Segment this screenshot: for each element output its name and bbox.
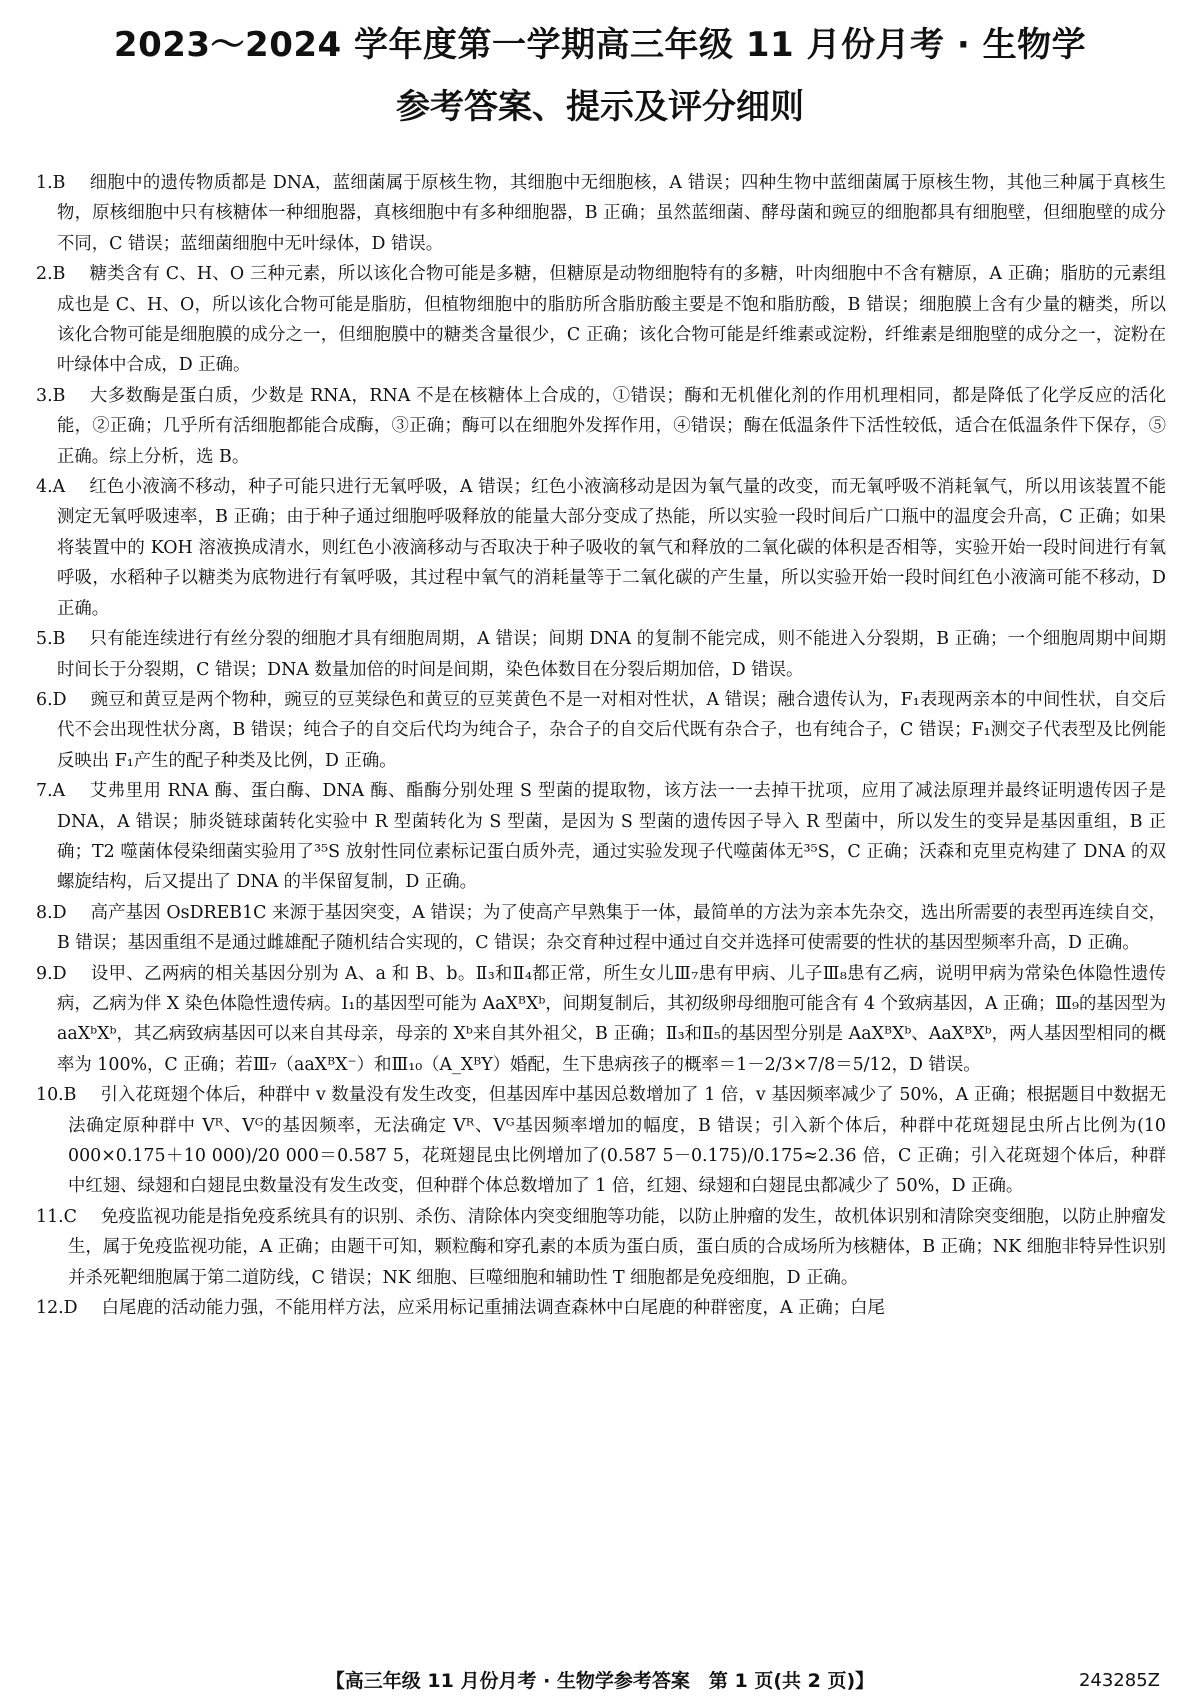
answer-item-11: [36, 1202, 1166, 1293]
question-number: 1.: [36, 173, 53, 193]
question-number: 4.: [36, 477, 53, 498]
question-number: 11.: [36, 1206, 64, 1227]
answer-item-12: [36, 1293, 1166, 1323]
answer-item-8: [36, 898, 1166, 959]
document-subtitle: 参考答案、提示及评分细则: [396, 87, 804, 127]
answer-letter: B: [52, 385, 66, 406]
question-number: 8.: [36, 902, 53, 923]
explanation-text: 只有能连续进行有丝分裂的细胞才具有细胞周期，A 错误；间期 DNA 的复制不能完成，则不能进入分裂期，B 正确；一个细胞周期中间期时间长于分裂期，C 错误；DNA 数量加倍的时间是间期，染色体数目在分裂后期加倍，D 错误。: [57, 629, 1166, 680]
explanation-text: 豌豆和黄豆是两个物种，豌豆的豆荚绿色和黄豆的豆荚黄色不是一对相对性状，A 错误；融合遗传认为，F₁表现两亲本的中间性状，自交后代不会出现性状分离，B 错误；纯合子的自交后代均为纯合子，杂合子的自交后代既有杂合子，也有纯合子，C 错误；F₁测交子代表型及比例能反映出 F₁产生的配子种类及比例，D 正确。: [57, 689, 1166, 771]
question-number: 10.: [36, 1085, 64, 1106]
footer-page-info: 【高三年级 11 月份月考 · 生物学参考答案 第 1 页(共 2 页)】: [325, 1670, 875, 1692]
answer-letter: D: [52, 963, 67, 984]
explanation-text: 高产基因 OsDREB1C 来源于基因突变，A 错误；为了使高产早熟集于一体，最简单的方法为亲本先杂交，选出所需要的表型再连续自交，B 错误；基因重组不是通过雌雄配子随机结合实现的，C 错误；杂交育种过程中通过自交并选择可使需要的性状的基因型频率升高，D 正确。: [57, 902, 1166, 954]
footer-document-code: 243285Z: [1078, 1670, 1160, 1691]
answer-item-9: [36, 959, 1166, 1081]
answer-item-6: [36, 685, 1166, 776]
explanation-text: 大多数酶是蛋白质，少数是 RNA，RNA 不是在核糖体上合成的，①错误；酶和无机催化剂的作用机理相同，都是降低了化学反应的活化能，②正确；几乎所有活细胞都能合成酶，③正确；酶可以在细胞外发挥作用，④错误；酶在低温条件下活性较低，适合在低温条件下保存，⑤正确。综上分析，选 B。: [57, 385, 1166, 467]
question-number: 3.: [36, 385, 53, 406]
question-number: 6.: [36, 689, 53, 710]
explanation-text: 白尾鹿的活动能力强，不能用样方法，应采用标记重捕法调查森林中白尾鹿的种群密度，A 正确；白尾: [101, 1298, 885, 1319]
question-number: 9.: [36, 963, 53, 984]
answer-list: [36, 168, 1166, 1323]
explanation-text: 糖类含有 C、H、O 三种元素，所以该化合物可能是多糖，但糖原是动物细胞特有的多糖，叶肉细胞中不含有糖原，A 正确；脂肪的元素组成也是 C、H、O，所以该化合物可能是脂肪，但植物细胞中的脂肪所含脂肪酸主要是不饱和脂肪酸，B 错误；细胞膜上含有少量的糖类，所以该化合物可能是细胞膜的成分之一，但细胞膜中的糖类含量很少，C 正确；该化合物可能是纤维素或淀粉，纤维素是细胞壁的成分之一，淀粉在叶绿体中合成，D 正确。: [57, 264, 1166, 376]
question-number: 12.: [36, 1298, 64, 1319]
explanation-text: 红色小液滴不移动，种子可能只进行无氧呼吸，A 错误；红色小液滴移动是因为氧气量的改变，而无氧呼吸不消耗氧气，所以用该装置不能测定无氧呼吸速率，B 正确；由于种子通过细胞呼吸释放的能量大部分变成了热能，所以实验一段时间后广口瓶中的温度会升高，C 正确；如果将装置中的 KOH 溶液换成清水，则红色小液滴移动与否取决于种子吸收的氧气和释放的二氧化碳的体积是否相等，实验开始一段时间进行有氧呼吸，水稻种子以糖类为底物进行有氧呼吸，其过程中氧气的消耗量等于二氧化碳的产生量，所以实验开始一段时间红色小液滴可能不移动，D 正确。: [57, 477, 1166, 619]
answer-letter: D: [52, 902, 67, 923]
explanation-text: 艾弗里用 RNA 酶、蛋白酶、DNA 酶、酯酶分别处理 S 型菌的提取物，该方法一一去掉干扰项，应用了减法原理并最终证明遗传因子是 DNA，A 错误；肺炎链球菌转化实验中 R 型菌转化为 S 型菌，是因为 S 型菌的遗传因子导入 R 型菌中，所以发生的变异是基因重组，B 正确；T2 噬菌体侵染细菌实验用了³⁵S 放射性同位素标记蛋白质外壳，通过实验发现子代噬菌体无³⁵S，C 正确；沃森和克里克构建了 DNA 的双螺旋结构，后又提出了 DNA 的半保留复制，D 正确。: [57, 781, 1166, 893]
answer-item-4: [36, 472, 1166, 624]
question-number: 7.: [36, 781, 53, 802]
explanation-text: 免疫监视功能是指免疫系统具有的识别、杀伤、清除体内突变细胞等功能，以防止肿瘤的发生，故机体识别和清除突变细胞，以防止肿瘤发生，属于免疫监视功能，A 正确；由题干可知，颗粒酶和穿孔素的本质为蛋白质，蛋白质的合成场所为核糖体，B 正确；NK 细胞非特异性识别并杀死靶细胞属于第二道防线，C 错误；NK 细胞、巨噬细胞和辅助性 T 细胞都是免疫细胞，D 正确。: [68, 1206, 1166, 1288]
answer-letter: C: [63, 1206, 77, 1227]
document-title: 2023～2024 学年度第一学期高三年级 11 月份月考 · 生物学: [113, 25, 1087, 65]
question-number: 2.: [36, 264, 53, 285]
answer-letter: D: [52, 689, 67, 710]
answer-item-10: [36, 1080, 1166, 1202]
answer-item-2: [36, 259, 1166, 381]
answer-letter: D: [63, 1298, 78, 1319]
question-number: 5.: [36, 629, 53, 650]
answer-item-5: [36, 624, 1166, 685]
explanation-text: 引入花斑翅个体后，种群中 v 数量没有发生改变，但基因库中基因总数增加了 1 倍，v 基因频率减少了 50%，A 正确；根据题目中数据无法确定原种群中 Vᴿ、Vᴳ的基因频率，无法确定 Vᴿ、Vᴳ基因频率增加的幅度，B 错误；引入新个体后，种群中花斑翅昆虫所占比例为(10 000×0.175＋10 000)/20 000＝0.587 5，花斑翅昆虫比例增加了(0.587 5－0.175)/0.175≈2.36 倍，C 正确；引入花斑翅个体后，种群中红翅、绿翅和白翅昆虫数量没有发生改变，但种群个体总数增加了 1 倍，红翅、绿翅和白翅昆虫都减少了 50%，D 正确。: [68, 1085, 1166, 1197]
explanation-text: 设甲、乙两病的相关基因分别为 A、a 和 B、b。Ⅱ₃和Ⅱ₄都正常，所生女儿Ⅲ₇患有甲病、儿子Ⅲ₈患有乙病，说明甲病为常染色体隐性遗传病，乙病为伴 X 染色体隐性遗传病。Ⅰ₁的基因型可能为 AaXᴮXᵇ，间期复制后，其初级卵母细胞可能含有 4 个致病基因，A 正确；Ⅲ₉的基因型为 aaXᵇXᵇ，其乙病致病基因可以来自其母亲，母亲的 Xᵇ来自其外祖父，B 正确；Ⅱ₃和Ⅱ₅的基因型分别是 AaXᴮXᵇ、AaXᴮXᵇ，两人基因型相同的概率为 100%，C 正确；若Ⅲ₇（aaXᴮX⁻）和Ⅲ₁₀（A_XᴮY）婚配，生下患病孩子的概率＝1－2/3×7/8＝5/12，D 错误。: [57, 963, 1166, 1075]
answer-letter: B: [52, 264, 66, 285]
answer-letter: A: [52, 781, 66, 802]
answer-letter: A: [52, 477, 66, 498]
answer-item-1: [36, 168, 1166, 259]
answer-letter: B: [52, 629, 66, 650]
explanation-text: 细胞中的遗传物质都是 DNA，蓝细菌属于原核生物，其细胞中无细胞核，A 错误；四种生物中蓝细菌属于原核生物，其他三种属于真核生物，原核细胞中只有核糖体一种细胞器，真核细胞中有多种细胞器，B 正确；虽然蓝细菌、酵母菌和豌豆的细胞都具有细胞壁，但细胞壁的成分不同，C 错误；蓝细菌细胞中无叶绿体，D 错误。: [57, 173, 1166, 254]
answer-letter: B: [52, 173, 66, 193]
answer-item-3: [36, 381, 1166, 472]
answer-item-7: [36, 776, 1166, 898]
answer-letter: B: [63, 1085, 77, 1106]
